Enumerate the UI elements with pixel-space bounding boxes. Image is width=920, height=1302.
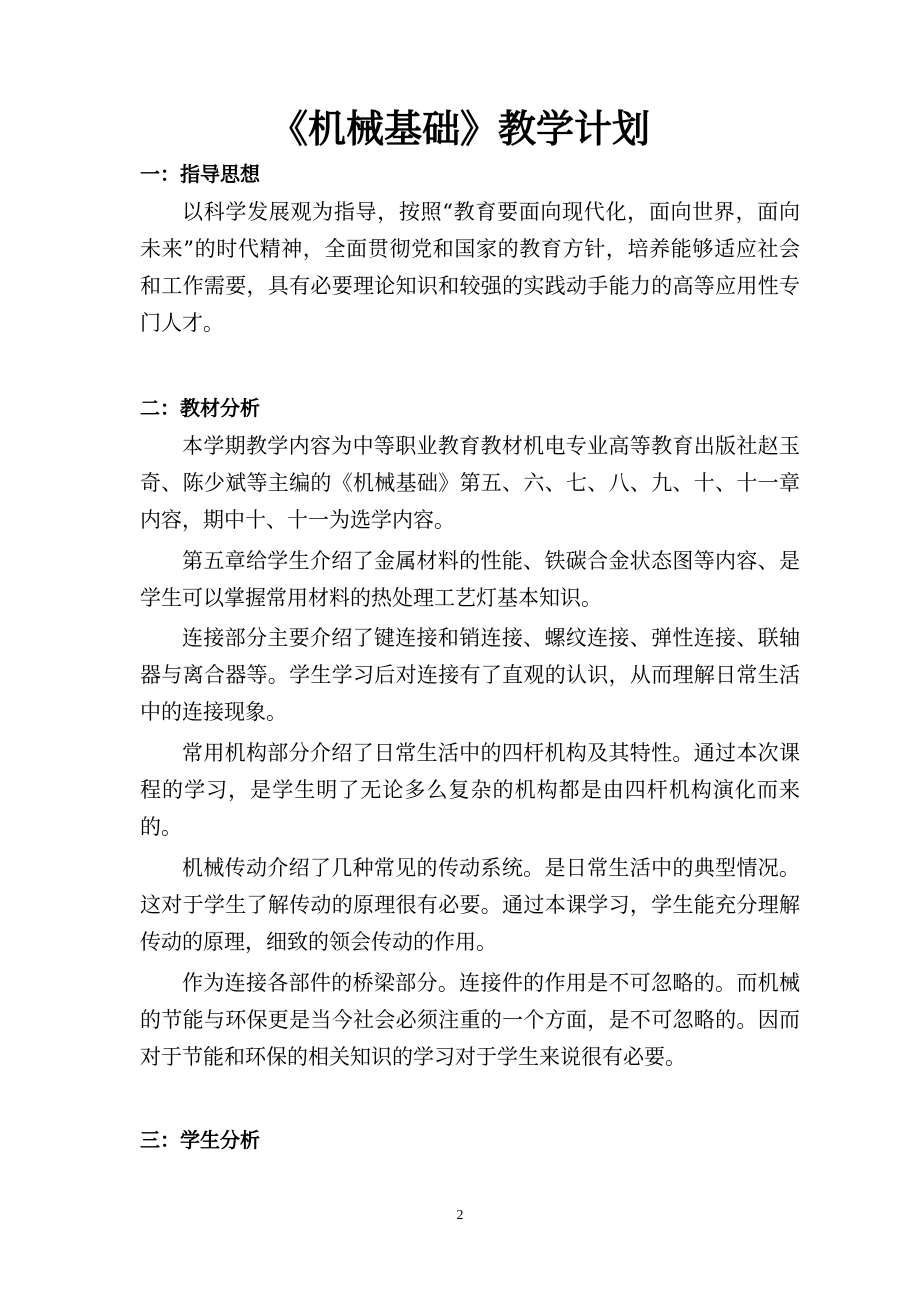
paragraph-guiding-ideology: 以科学发展观为指导，按照“教育要面向现代化，面向世界，面向未来”的时代精神，全面贯彻党和国家的教育方针，培养能够适应社会和工作需要，具有必要理论知识和较强的实践动手能力的高等应用性专门人才。 <box>140 200 800 335</box>
document-title: 《机械基础》教学计划 <box>269 106 650 151</box>
paragraph-mechanical-transmission: 机械传动介绍了几种常见的传动系统。是日常生活中的典型情况。这对于学生了解传动的原理很有必要。通过本课学习，学生能充分理解传动的原理，细致的领会传动的作用。 <box>140 856 800 954</box>
section-heading-student-analysis: 三：学生分析 <box>140 1128 260 1152</box>
section-heading-guiding-ideology: 一：指导思想 <box>140 162 260 186</box>
paragraph-common-mechanisms: 常用机构部分介绍了日常生活中的四杆机构及其特性。通过本次课程的学习，是学生明了无论多么复杂的机构都是由四杆机构演化而来的。 <box>140 741 800 839</box>
paragraph-connectors-energy: 作为连接各部件的桥梁部分。连接件的作用是不可忽略的。而机械的节能与环保更是当今社会必须注重的一个方面，是不可忽略的。因而对于节能和环保的相关知识的学习对于学生来说很有必要。 <box>140 971 800 1069</box>
paragraph-connections: 连接部分主要介绍了键连接和销连接、螺纹连接、弹性连接、联轴器与离合器等。学生学习后对连接有了直观的认识，从而理解日常生活中的连接现象。 <box>140 626 800 724</box>
page-number: 2 <box>456 1208 464 1223</box>
paragraph-chapter-five: 第五章给学生介绍了金属材料的性能、铁碳合金状态图等内容、是学生可以掌握常用材料的热处理工艺灯基本知识。 <box>140 549 800 610</box>
paragraph-textbook-content: 本学期教学内容为中等职业教育教材机电专业高等教育出版社赵玉奇、陈少斌等主编的《机械基础》第五、六、七、八、九、十、十一章内容，期中十、十一为选学内容。 <box>140 434 800 532</box>
section-heading-textbook-analysis: 二：教材分析 <box>140 396 260 420</box>
